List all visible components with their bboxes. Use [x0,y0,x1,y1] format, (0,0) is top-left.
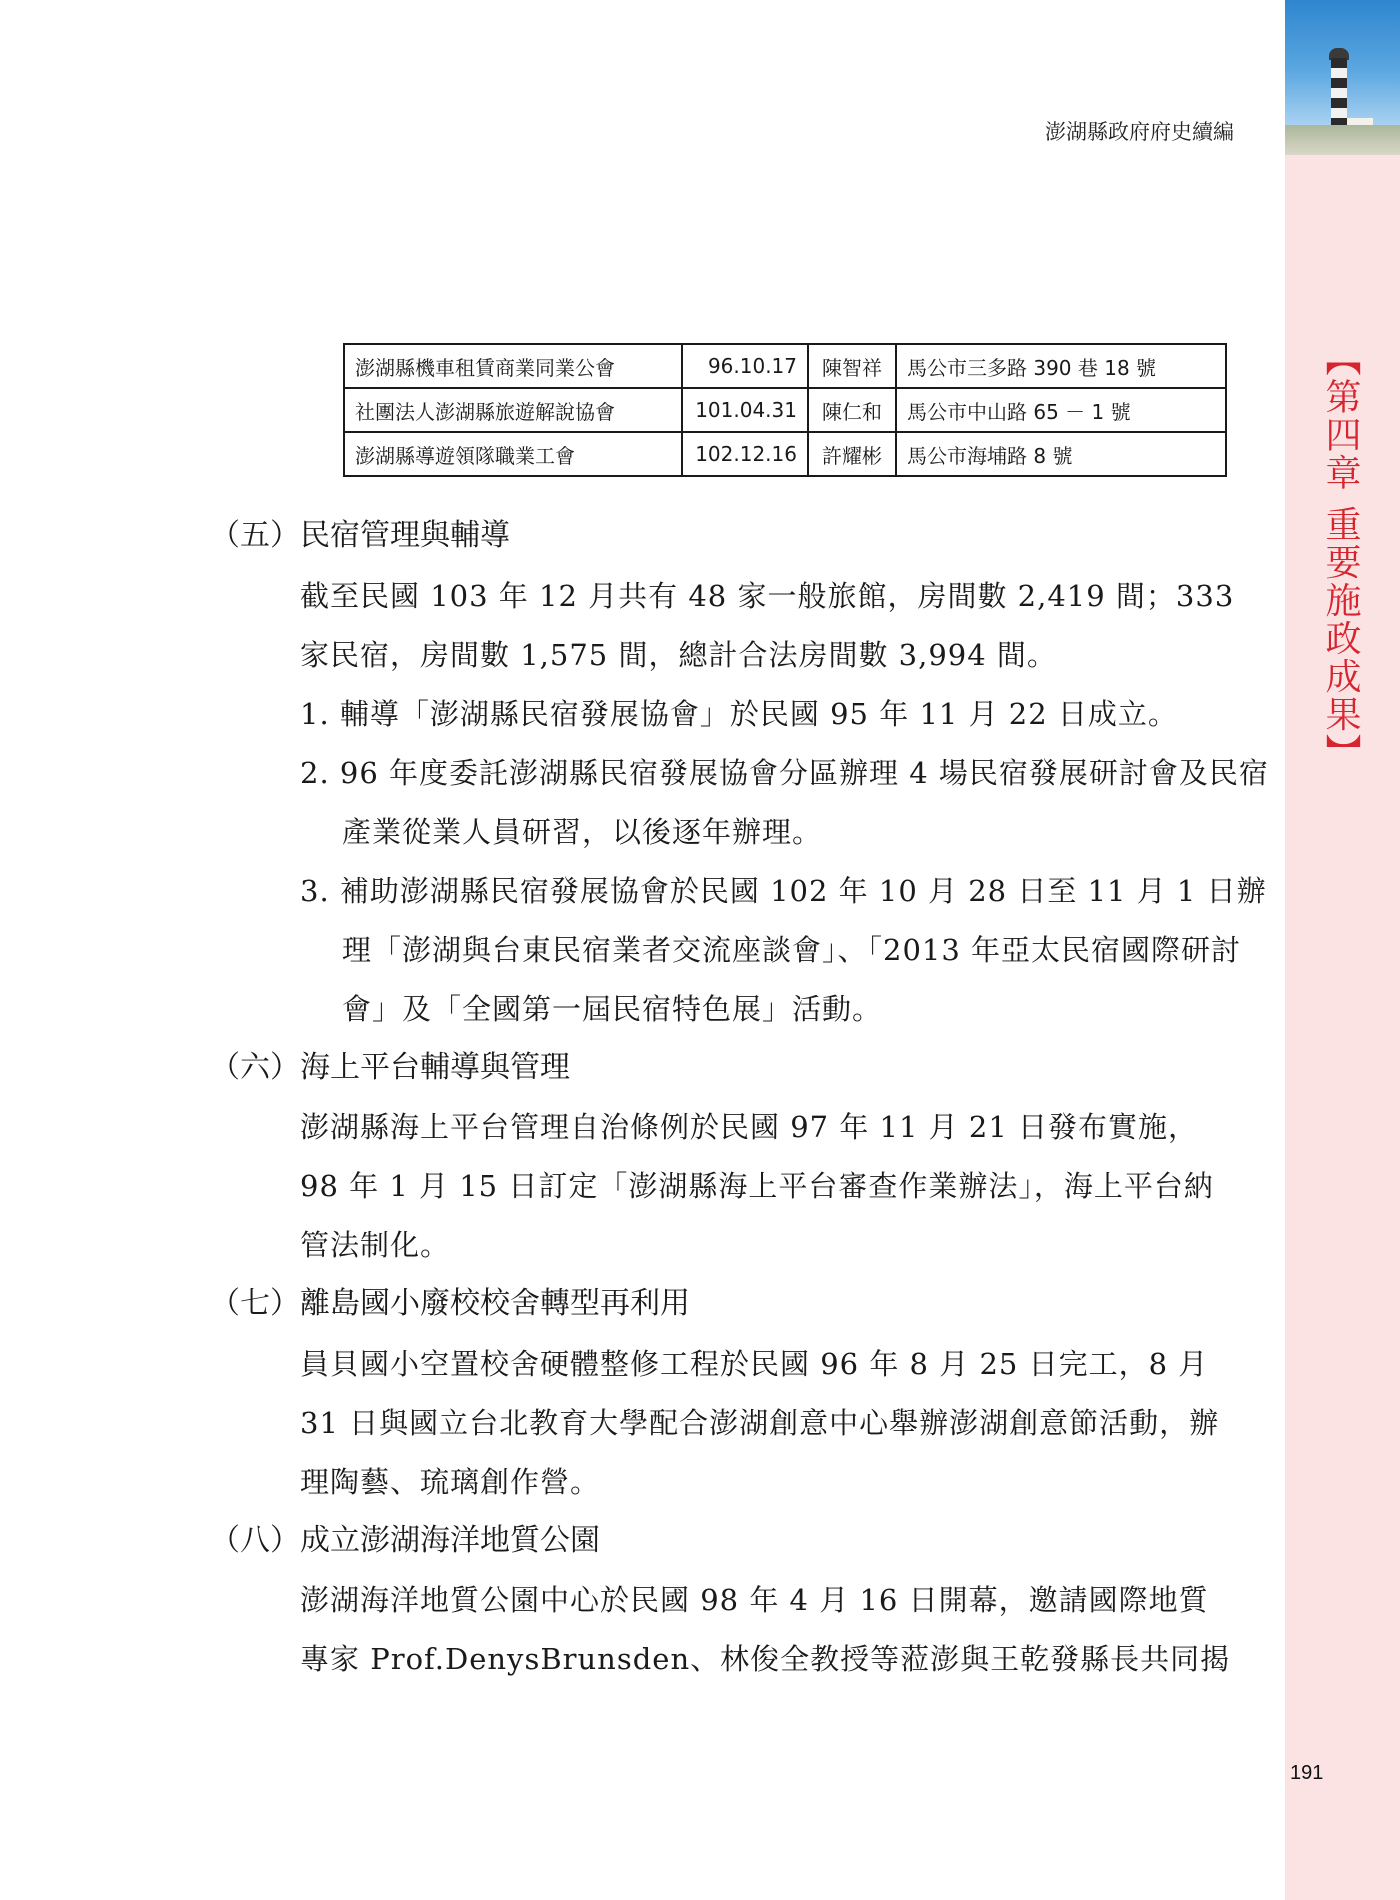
table-cell: 馬公市海埔路 8 號 [896,432,1226,476]
table-cell: 澎湖縣導遊領隊職業工會 [344,432,682,476]
running-head: 澎湖縣政府府史續編 [1045,120,1234,144]
section-heading: （七）離島國小廢校校舍轉型再利用 [210,1286,690,1321]
section-paragraph: 員貝國小空置校舍硬體整修工程於民國 96 年 8 月 25 日完工，8 月 31 日與國立台北教育大學配合澎湖創意中心舉辦澎湖創意節活動，辦理陶藝、琉璃創作營。 [300,1347,1220,1499]
table-cell: 陳智祥 [808,344,896,388]
table-cell: 101.04.31 [682,388,808,432]
table-cell: 社團法人澎湖縣旅遊解說協會 [344,388,682,432]
list-item: 2. 96 年度委託澎湖縣民宿發展協會分區辦理 4 場民宿發展研討會及民宿產業從業人員研習，以後逐年辦理。 [300,756,1269,849]
section-paragraph: 澎湖縣海上平台管理自治條例於民國 97 年 11 月 21 日發布實施，98 年 1 月 15 日訂定「澎湖縣海上平台審查作業辦法」，海上平台納管法制化。 [300,1110,1214,1262]
section-heading: （五）民宿管理與輔導 [210,518,510,553]
list-item: 3. 補助澎湖縣民宿發展協會於民國 102 年 10 月 28 日至 11 月 1 日辦理「澎湖與台東民宿業者交流座談會」、「2013 年亞太民宿國際研討會」及「全國第一屆民宿特色展」活動。 [300,874,1267,1026]
section-heading: （六）海上平台輔導與管理 [210,1050,570,1085]
lighthouse-photo [1285,0,1400,155]
table-cell: 陳仁和 [808,388,896,432]
table-cell: 馬公市三多路 390 巷 18 號 [896,344,1226,388]
organization-table [343,343,1227,477]
table-cell: 102.12.16 [682,432,808,476]
section-paragraph: 澎湖海洋地質公園中心於民國 98 年 4 月 16 日開幕，邀請國際地質專家 Prof.DenysBrunsden、林俊全教授等蒞澎與王乾發縣長共同揭 [300,1583,1231,1676]
section-heading: （八）成立澎湖海洋地質公園 [210,1523,600,1558]
table-row [344,432,1226,476]
table-row [344,344,1226,388]
page-number: 191 [1290,1762,1324,1784]
table-row [344,388,1226,432]
side-color-band [1285,0,1400,1900]
chapter-tab: 【第四章 重要施政成果】 [1320,340,1361,772]
table-cell: 馬公市中山路 65 － 1 號 [896,388,1226,432]
lighthouse-tower [1331,58,1347,130]
table-cell: 澎湖縣機車租賃商業同業公會 [344,344,682,388]
lighthouse-land [1285,125,1400,155]
list-item: 1. 輔導「澎湖縣民宿發展協會」於民國 95 年 11 月 22 日成立。 [300,697,1178,731]
table-cell: 96.10.17 [682,344,808,388]
section-paragraph: 截至民國 103 年 12 月共有 48 家一般旅館，房間數 2,419 間；333 家民宿，房間數 1,575 間，總計合法房間數 3,994 間。 [300,579,1235,672]
table-cell: 許耀彬 [808,432,896,476]
